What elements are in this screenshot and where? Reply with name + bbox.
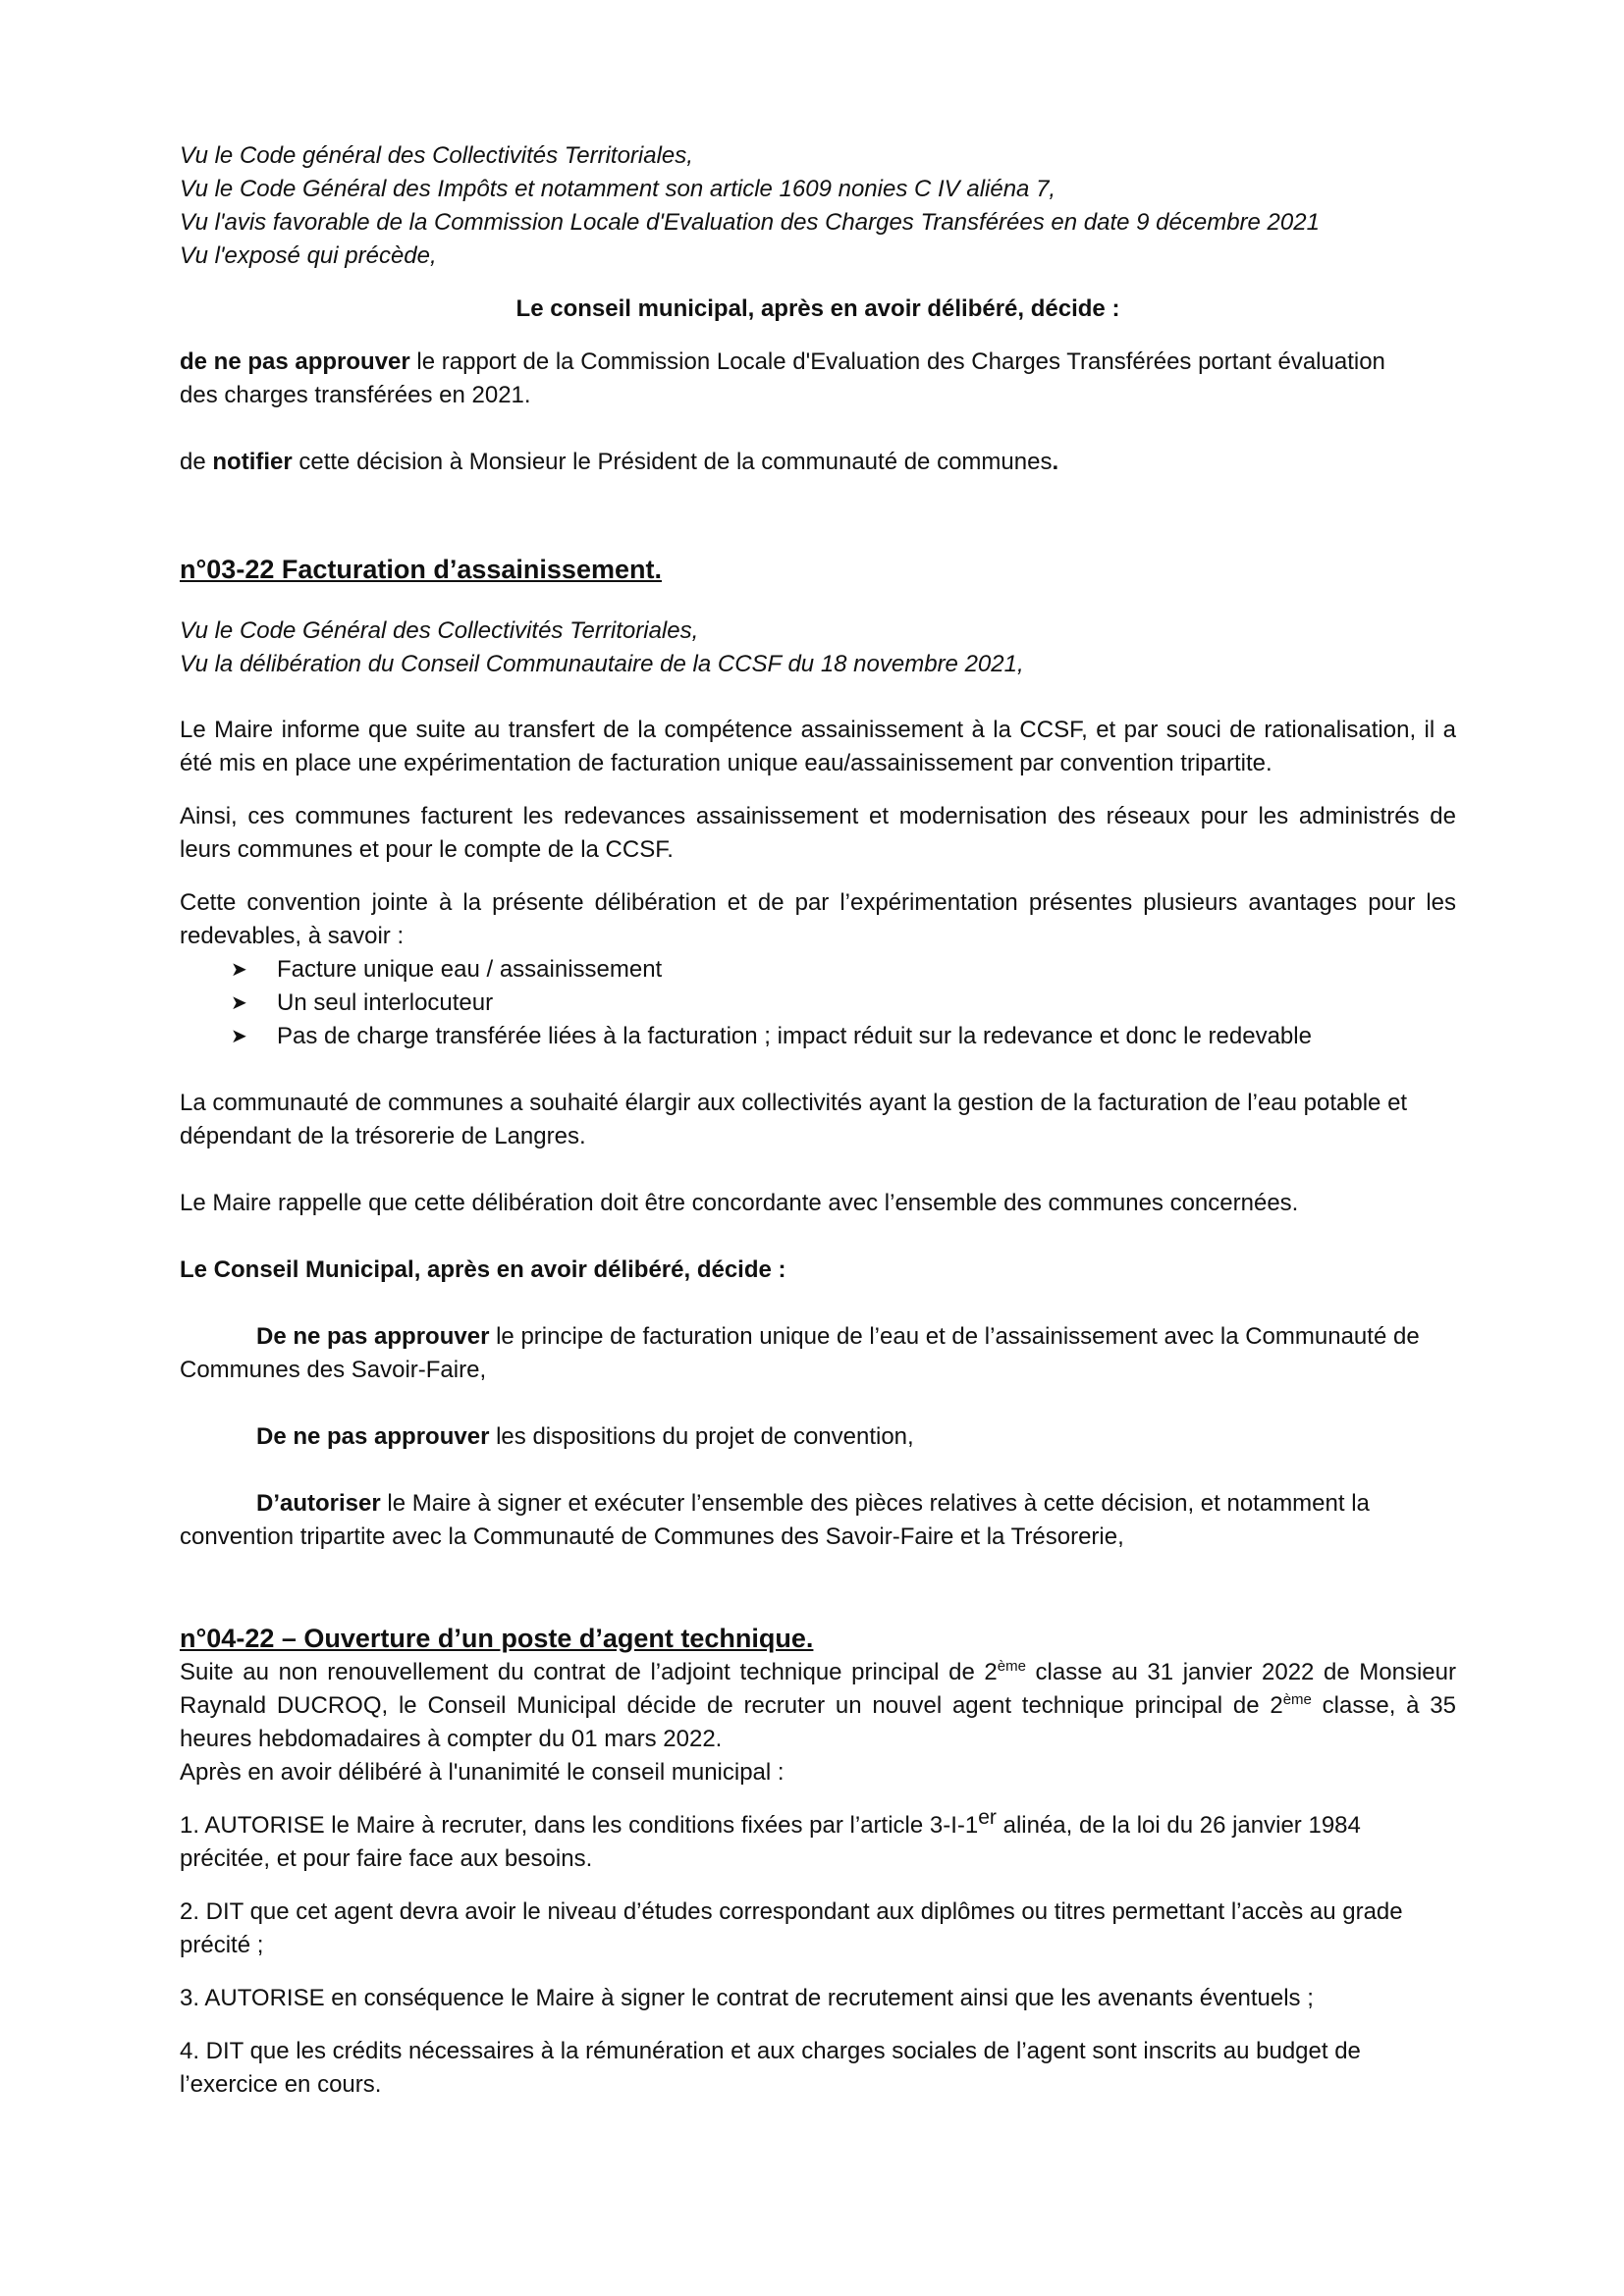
numbered-item: 4. DIT que les crédits nécessaires à la rémunération et aux charges sociales de l’agent sont inscrits au budget de l’exercice en cours. [180, 2038, 1361, 2098]
body-text: alinéa, de la loi du 26 janvier 1984 précitée, et pour faire face aux besoins. [180, 1812, 1361, 1872]
preamble-line: Vu l'avis favorable de la Commission Locale d'Evaluation des Charges Transférées en date 9 décembre 2021 [180, 209, 1320, 236]
reference-line: Vu la délibération du Conseil Communautaire de la CCSF du 18 novembre 2021, [180, 651, 1024, 677]
section-title: n°03-22 Facturation d’assainissement. [180, 555, 662, 584]
list-item-text: Un seul interlocuteur [277, 989, 494, 1016]
decision-paragraph [180, 1487, 1456, 1554]
decision-text: . [1052, 449, 1059, 475]
decision-text: le principe de facturation unique de l’eau et de l’assainissement avec la Communauté de Communes des Savoir-Faire, [180, 1323, 1420, 1383]
preamble-line: Vu le Code général des Collectivités Territoriales, [180, 142, 693, 169]
decision-verb: de ne pas approuver [180, 348, 410, 375]
superscript: er [978, 1806, 997, 1829]
body-paragraph [180, 1656, 1456, 1756]
decision-paragraph [180, 1320, 1456, 1387]
decision-verb: D’autoriser [256, 1490, 381, 1517]
arrow-bullet-icon: ➤ [231, 992, 247, 1014]
numbered-item [180, 1806, 1456, 1876]
list-item-text: Pas de charge transférée liées à la facturation ; impact réduit sur la redevance et donc le redevable [277, 1023, 1312, 1049]
body-paragraph: Cette convention jointe à la présente délibération et de par l’expérimentation présentes plusieurs avantages pour les redevables, à savoir : [180, 889, 1456, 949]
decision-text: le rapport de la Commission Locale d'Evaluation des Charges Transférées portant évaluation des charges transférées en 2021. [180, 348, 1385, 408]
list-item-text: Facture unique eau / assainissement [277, 956, 663, 983]
decision-paragraph [180, 1420, 1456, 1454]
decision-heading: Le Conseil Municipal, après en avoir délibéré, décide : [180, 1256, 786, 1283]
arrow-bullet-icon: ➤ [231, 959, 247, 981]
body-text: classe au 31 janvier 2022 de Monsieur Raynald DUCROQ, le Conseil Municipal décide de recruter un nouvel agent technique principal de 2 [180, 1659, 1456, 1719]
decision-paragraph [180, 446, 1456, 479]
list-item [231, 953, 1456, 987]
body-text: 1. AUTORISE le Maire à recruter, dans les conditions fixées par l’article 3-I-1 [180, 1812, 979, 1839]
list-item [231, 1020, 1456, 1053]
reference-line: Vu le Code Général des Collectivités Territoriales, [180, 617, 699, 644]
decision-verb: notifier [212, 449, 293, 475]
body-paragraph: Le Maire rappelle que cette délibération doit être concordante avec l’ensemble des communes concernées. [180, 1190, 1299, 1216]
decision-heading: Le conseil municipal, après en avoir délibéré, décide : [515, 295, 1120, 322]
decision-text: de [180, 449, 213, 475]
decision-text: cette décision à Monsieur le Président de la communauté de communes [292, 449, 1053, 475]
body-text: Suite au non renouvellement du contrat de l’adjoint technique principal de 2 [180, 1659, 998, 1685]
body-paragraph: Le Maire informe que suite au transfert de la compétence assainissement à la CCSF, et par souci de rationalisation, il a été mis en place une expérimentation de facturation unique eau/assainissement par convention tripartite. [180, 717, 1456, 776]
section-title: n°04-22 – Ouverture d’un poste d’agent technique. [180, 1624, 814, 1653]
numbered-item: 3. AUTORISE en conséquence le Maire à signer le contrat de recrutement ainsi que les avenants éventuels ; [180, 1985, 1314, 2011]
arrow-bullet-icon: ➤ [231, 1026, 247, 1047]
preamble [180, 139, 1456, 273]
decision-verb: De ne pas approuver [256, 1323, 490, 1350]
decision-paragraph [180, 346, 1387, 412]
decision-text: les dispositions du projet de convention, [489, 1423, 914, 1450]
body-text: classe, à 35 heures hebdomadaires à compter du 01 mars 2022. [180, 1692, 1456, 1752]
numbered-item: 2. DIT que cet agent devra avoir le niveau d’études correspondant aux diplômes ou titres permettant l’accès au grade précité ; [180, 1898, 1403, 1958]
advantages-list [180, 953, 1456, 1053]
preamble-line: Vu le Code Général des Impôts et notamment son article 1609 nonies C IV aliéna 7, [180, 176, 1056, 202]
superscript: ème [1282, 1691, 1312, 1708]
preamble-line: Vu l'exposé qui précède, [180, 242, 437, 269]
body-paragraph: La communauté de communes a souhaité élargir aux collectivités ayant la gestion de la facturation de l’eau potable et dépendant de la trésorerie de Langres. [180, 1090, 1408, 1149]
superscript: ème [997, 1658, 1026, 1675]
body-paragraph: Ainsi, ces communes facturent les redevances assainissement et modernisation des réseaux pour les administrés de leurs communes et pour le compte de la CCSF. [180, 803, 1456, 863]
section-references [180, 614, 1456, 681]
page-content [180, 139, 1456, 2102]
decision-text: le Maire à signer et exécuter l’ensemble des pièces relatives à cette décision, et notamment la convention tripartite avec la Communauté de Communes des Savoir-Faire et la Trésorerie, [180, 1490, 1370, 1550]
decision-verb: De ne pas approuver [256, 1423, 490, 1450]
list-item [231, 987, 1456, 1020]
body-paragraph: Après en avoir délibéré à l'unanimité le conseil municipal : [180, 1759, 785, 1786]
